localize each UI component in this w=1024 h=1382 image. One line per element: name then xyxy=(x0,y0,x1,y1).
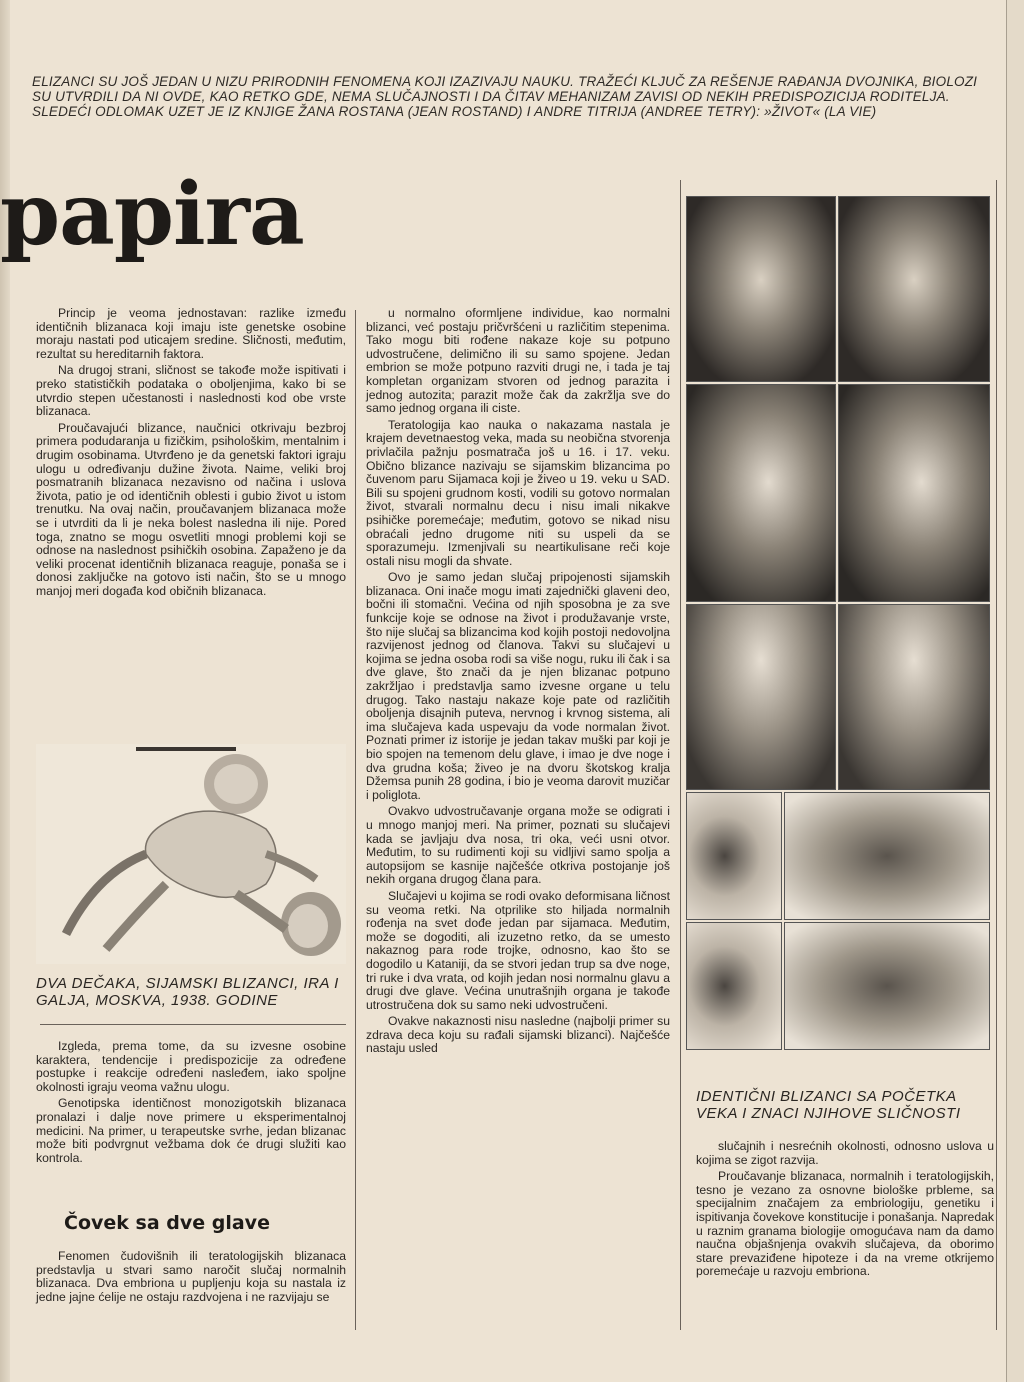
column-1-continued xyxy=(36,1040,346,1168)
twin-b-ear-photo xyxy=(686,922,782,1050)
paragraph: u normalno oformljene individue, kao normalni blizanci, već postaju pričvršćeni u različitim stepenima. Tako mogu biti rođene nakaze koje su potpuno udvostručene, delimično ili su samo spojene. Jedan embrion se može potpuno razviti drugi ne, i tada je taj kompletan organizam stvoren od jednog parazita i jednog autozita; parazit može čak da zakržlja sve do samo jednog organa ili ciste. xyxy=(366,306,670,416)
column-rule xyxy=(355,310,356,1330)
paragraph: Slučajevi u kojima se rodi ovako deformisana ličnost su veoma retki. Na otprilike sto hiljada normalnih rođenja na svet dođe jedan par sijamaca. Međutim, može se dogoditi, ali izuzetno retko, da se umesto nakaznog para rode trojke, odnosno, kao što se dogodilo u Kataniji, da se stvori jedan trup sa dve noge, tri ruke i dva vrata, od kojih jedan nosi normalnu glavu a drugi dve glave. Većina unutrašnjih organa je takođe utrostručena dok su samo neki udvostručeni. xyxy=(366,888,670,1012)
caption-siamese-twins: DVA DEČAKA, SIJAMSKI BLIZANCI, IRA I GALJA, MOSKVA, 1938. GODINE xyxy=(36,975,339,1009)
paragraph: Teratologija kao nauka o nakazama nastala je krajem devetnaestog veka, mada su neobična stvorenja privlačila pažnju posmatrača još u 16. i 17. veku. Obično blizance nazivaju se sijamskim blizancima po čuvenom paru Sijamaca koji je živeo u 19. veku u SAD. Bili su spojeni grudnom kosti, vodili su gotovo normalan život, stvarali normalnu decu i nisu imali nikakve psihičke poremećaje; međutim, gotovo se nikad nisu obraćali jedno drugome niti su uspeli da se sporazumeju. Izmenjivali su neartikulisane reči koje ostali nisu mogli da shvate. xyxy=(366,417,670,568)
twin-b-back-of-head-photo xyxy=(838,604,990,790)
column-3 xyxy=(696,1140,994,1282)
paragraph: Na drugoj strani, sličnost se takođe može ispitivati i preko statističkih podataka o oboljenjima, kako bi se utvrdio stepen učestanosti i naslednosti kod obe vrste blizanaca. xyxy=(36,363,346,419)
paragraph: Proučavanje blizanaca, normalnih i teratologijskih, tesno je vezano za osnovne biološke prbleme, sa specijalnim značajem za embriologiju, genetiku i ispitivanja čovekove konstitucije i ponašanja. Napredak u raznim granama biologije omogućava nam da damo naučna objašnjenja ovakvih slučajeva, da oborimo stare prevaziđene hipoteze i da na vreme otkrijemo poremećaje u razvoju embriona. xyxy=(696,1169,994,1279)
babies-illustration xyxy=(36,744,346,964)
column-rule xyxy=(680,180,681,1330)
divider xyxy=(40,1024,346,1025)
column-2 xyxy=(366,307,670,1059)
twin-b-profile-photo xyxy=(838,384,990,602)
siamese-twins-photo xyxy=(36,744,346,964)
intro-text: ELIZANCI SU JOŠ JEDAN U NIZU PRIRODNIH FENOMENA KOJI IZAZIVAJU NAUKU. TRAŽEĆI KLJUČ ZA REŠENJE RAĐANJA DVOJNIKA, BIOLOZI SU UTVRDILI DA NI OVDE, KAO RETKO GDE, NEMA SLUČAJNOSTI I DA ČITAV MEHANIZAM ZAVISI OD NEKIH PREDISPOZICIJA RODITELJA. SLEDEĆI ODLOMAK UZET JE IZ KNJIGE ŽANA ROSTANA (JEAN ROSTAND) I ANDRE TITRIJA (ANDREE TETRY): »ŽIVOT« (LA VIE) xyxy=(32,74,978,119)
page-edge-right xyxy=(1006,0,1024,1382)
paragraph: Genotipska identičnost monozigotskih blizanaca pronalazi i dalje nove primere u eksperimentalnoj medicini. Na primer, u terapeutske svrhe, jedan blizanac može biti podvrgnut vežbama dok će drugi služiti kao kontrola. xyxy=(36,1096,346,1165)
paragraph: Fenomen čudovišnih ili teratologijskih blizanaca predstavlja u stvari samo naročit slučaj normalnih blizanaca. Dva embriona u pupljenju koja su nastala iz jedne jajne ćelije ne ostaju razdvojena i ne razvijaju se xyxy=(36,1249,346,1304)
twin-a-profile-photo xyxy=(686,384,836,602)
column-rule xyxy=(996,180,997,1330)
column-1 xyxy=(36,307,346,601)
twin-a-ear-photo xyxy=(686,792,782,920)
twin-b-hand-photo xyxy=(784,922,990,1050)
twin-a-back-of-head-photo xyxy=(686,604,836,790)
paragraph: Ovakve nakaznosti nisu nasledne (najbolji primer su zdrava deca koju su rađali sijamski blizanci). Najčešće nastaju usled xyxy=(366,1014,670,1056)
paragraph: Proučavajući blizance, naučnici otkrivaju bezbroj primera podudaranja u fizičkim, psihološkim, mentalnim i drugim osobinama. Utvrđeno je da genetski faktori igraju ulogu u određivanju dužine života. Naime, veliki broj posmatranih blizanaca nezavisno od načina i uslova života, patio je od identičnih oblesti i gubio život u istom trenutku. Na ovaj način, proučavanjem blizanaca može se i utvrditi da li je neka bolest nasledna ili nije. Pored toga, znatno se mogu osvetliti mnogi problemi koji se odnose na naslednost psihičkih osobina. Zapaženo je da veliki procenat identičnih blizanaca reaguje, ponaša se i donosi zaključke na gotovo isti način, što se u mnogo manjoj meri događa kod običnih blizanaca. xyxy=(36,420,346,598)
paragraph: Ovo je samo jedan slučaj pripojenosti sijamskih blizanaca. Oni inače mogu imati zajednički glaveni deo, bočni ili stomačni. Većina od njih sposobna je za sve funkcije koje se odnose na život i produžavanje vrste, što nije slučaj sa blizancima kod kojih postoji nedovoljna razvijenost jednog od članova. Takvi su slučajevi u kojima se jedna osoba rodi sa više nogu, ruku ili čak i sa dve glave, što znači da je njen blizanac potpuno zakržljao i predstavlja samo izvesne organe u telu drugog. Tako nastaju nakaze koje pate od različitih oboljenja disajnih puteva, nervnog i krvnog sistema, ali ima slučajeva kada uspevaju da vode normalan život. Poznati primer iz istorije je jedan takav muški par koji je bio spojen na temenom delu glave, i imao je dve noge i dva grudna koša; živeo je na dvoru škotskog kralja Džemsa punih 28 godina, i bio je veoma darovit muzičar i poliglota. xyxy=(366,570,670,802)
paragraph: Ovakvo udvostručavanje organa može se odigrati i u mnogo manjoj meri. Na primer, poznati su slučajevi kada se javljaju dva nosa, tri oka, veći usni otvor. Međutim, to su rudimenti koji su vidljivi samo spolja a autopsijom se kasnije najčešće otkriva postojanje još nekih organa drugog člana para. xyxy=(366,804,670,887)
paragraph: Izgleda, prema tome, da su izvesne osobine karaktera, tendencije i predispozicije za određene postupke i reakcije određeni nasleđem, iako spoljne okolnosti igraju veoma važnu ulogu. xyxy=(36,1039,346,1094)
twin-a-face-photo xyxy=(686,196,836,382)
twin-a-hand-photo xyxy=(784,792,990,920)
paragraph: Princip je veoma jednostavan: razlike između identičnih blizanaca koji imaju iste genetske osobine moraju nastati pod uticajem sredine. Sličnosti, međutim, rezultat su hereditarnih faktora. xyxy=(36,306,346,361)
subheading: Čovek sa dve glave xyxy=(64,1212,270,1234)
caption-identical-twins: IDENTIČNI BLIZANCI SA POČETKA VEKA I ZNACI NJIHOVE SLIČNOSTI xyxy=(696,1088,961,1122)
headline: papira xyxy=(0,164,304,265)
twin-b-face-photo xyxy=(838,196,990,382)
column-1-bottom xyxy=(36,1250,346,1307)
paragraph: slučajnih i nesrećnih okolnosti, odnosno uslova u kojima se zigot razvija. xyxy=(696,1139,994,1167)
